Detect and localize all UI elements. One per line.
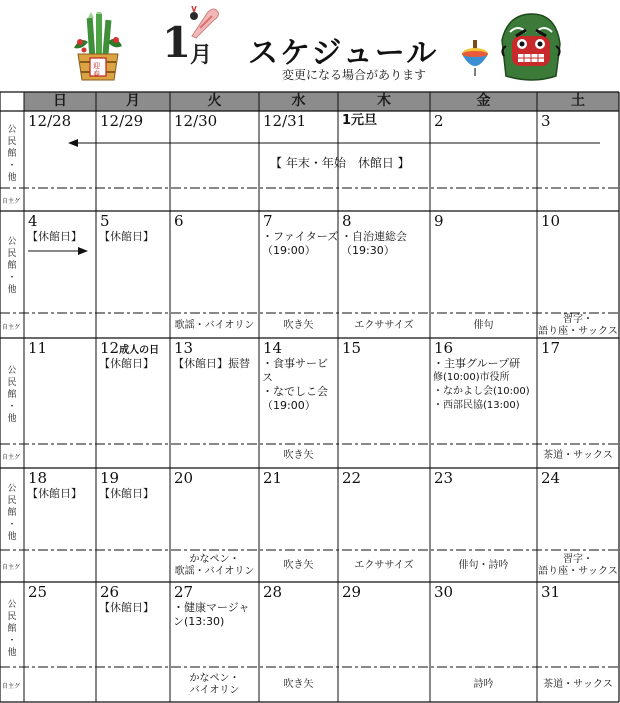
- row-label-char: 公: [7, 484, 17, 494]
- row-label-char: 他: [7, 285, 17, 295]
- activity-line: 歌謡・バイオリン: [174, 319, 255, 331]
- weekday-header: 土: [571, 93, 585, 109]
- day-number: 23: [434, 469, 454, 487]
- day-number: 2: [434, 112, 444, 130]
- event-note: （19:00）: [262, 244, 316, 257]
- month-kanji: 月: [190, 43, 213, 68]
- row-label-char: 公: [7, 366, 17, 376]
- day-number: 28: [263, 583, 283, 601]
- event-note: 修(10:00)市役所: [433, 372, 510, 383]
- day-number: 12/29: [100, 112, 144, 130]
- closed-day-note: 【休館日】: [27, 230, 82, 243]
- row-label-self-groups: 自主グ: [1, 323, 20, 331]
- self-group-activity: [537, 314, 619, 338]
- closed-day-note: 【休館日】振替: [173, 357, 250, 370]
- day-number: 12成人の日: [100, 339, 160, 357]
- day-number: 15: [342, 339, 362, 357]
- weekday-header: 木: [377, 93, 391, 109]
- day-number: 5: [100, 212, 110, 230]
- day-number: 3: [541, 112, 551, 130]
- row-label-char: 民: [7, 136, 17, 147]
- row-label-community-hall: [1, 236, 23, 296]
- row-label-self-groups: 自主グ: [1, 454, 20, 461]
- activity-line: 茶道・サックス: [543, 678, 613, 690]
- row-label-char: 民: [7, 496, 17, 506]
- day-number: 27: [174, 583, 194, 601]
- day-number: 19: [100, 469, 120, 487]
- activity-line: バイオリン: [189, 684, 240, 696]
- row-label-self-groups: 自主グ: [1, 682, 20, 690]
- event-note: ・ファイターズ: [262, 230, 339, 243]
- day-number: 11: [28, 339, 48, 357]
- self-group-activity: [259, 679, 338, 691]
- day-number: 7: [263, 212, 273, 230]
- row-label-char: 民: [7, 249, 17, 259]
- day-number: 10: [541, 212, 561, 230]
- event-note: ・自治連総会: [341, 230, 407, 243]
- row-label-char: 他: [7, 647, 17, 658]
- activity-line: 俳句・詩吟: [458, 560, 509, 571]
- self-group-activity: [430, 320, 537, 332]
- row-label-community-hall: [1, 483, 23, 543]
- row-label-char: 他: [7, 532, 17, 542]
- row-label-char: 他: [7, 172, 17, 183]
- day-number: 9: [434, 212, 444, 230]
- activity-line: エクササイズ: [354, 560, 414, 571]
- event-note: ・主事グループ研: [433, 357, 521, 370]
- self-group-activity: [259, 320, 338, 332]
- day-number: 6: [174, 212, 184, 230]
- self-group-activity: [430, 560, 537, 572]
- closure-arrow-head: [68, 139, 78, 147]
- row-label-self-groups: 自主グ: [1, 197, 20, 205]
- closed-day-note: 【休館日】: [99, 601, 154, 614]
- page-header: [0, 0, 620, 90]
- day-number: 21: [263, 469, 283, 487]
- day-number: 26: [100, 583, 120, 601]
- row-label-char: ・: [7, 402, 17, 412]
- self-group-activity: [259, 560, 338, 572]
- activity-line: 吹き矢: [283, 678, 314, 690]
- row-label-char: 公: [7, 124, 17, 135]
- row-label-community-hall: [1, 599, 23, 659]
- spinning-top-icon: [460, 38, 490, 78]
- self-group-activity: [537, 554, 619, 578]
- activity-line: 語り座・サックス: [538, 325, 618, 337]
- kadomatsu-label: 迎春: [93, 62, 100, 78]
- weekday-header: 火: [207, 93, 222, 109]
- row-label-char: ・: [7, 273, 17, 283]
- holiday-name: 成人の日: [119, 345, 160, 356]
- activity-line: 吹き矢: [283, 319, 314, 331]
- self-group-activity: [338, 320, 430, 332]
- calendar-grid: [0, 91, 620, 703]
- hagoita-icon: [186, 6, 222, 40]
- day-number: 8: [342, 212, 352, 230]
- activity-line: かなペン・: [189, 672, 240, 684]
- activity-line: 習字・: [563, 554, 593, 565]
- activity-line: かなペン・: [189, 554, 240, 565]
- day-number: 4: [28, 212, 38, 230]
- day-number: 31: [541, 583, 561, 601]
- activity-line: 詩吟: [473, 678, 494, 690]
- day-number: 13: [174, 339, 194, 357]
- row-label-char: 館: [7, 148, 17, 159]
- page-title: スケジュール: [248, 36, 439, 71]
- day-number: 1元旦: [342, 113, 378, 128]
- self-group-activity: [430, 679, 537, 691]
- day-number: 30: [434, 583, 454, 601]
- event-note: ・なでしこ会: [262, 385, 328, 398]
- event-note: ・なかよし会(10:00): [433, 386, 530, 397]
- day-number: 12/30: [174, 112, 218, 130]
- row-label-community-hall: [1, 124, 23, 184]
- weekday-header: 日: [53, 93, 67, 109]
- year-end-closure-banner: 【 年末・年始 休館日 】: [270, 156, 410, 170]
- closed-day-note: 【休館日】: [99, 357, 154, 370]
- month-number: 1: [162, 18, 192, 67]
- row-label-self-groups: 自主グ: [1, 564, 20, 571]
- day-number: 16: [434, 339, 454, 357]
- self-group-activity: [537, 679, 619, 691]
- self-group-activity: [259, 450, 338, 462]
- event-note: （19:30）: [341, 244, 395, 257]
- day-number: 22: [342, 469, 362, 487]
- closed-day-note: 【休館日】: [27, 487, 82, 500]
- self-group-activity: [170, 673, 259, 697]
- self-group-activity: [338, 560, 430, 572]
- lion-dance-illustration: [498, 10, 564, 84]
- weekday-header: 金: [476, 93, 491, 109]
- activity-line: 歌謡・バイオリン: [174, 566, 255, 577]
- day-number: 17: [541, 339, 561, 357]
- event-note: ・西部民協(13:00): [433, 400, 520, 411]
- event-note: ・健康マージャ: [173, 601, 250, 614]
- activity-line: 語り座・サックス: [538, 566, 618, 577]
- event-note: ・食事サービ: [262, 357, 328, 370]
- row-label-char: 他: [7, 414, 17, 424]
- row-label-char: ・: [7, 160, 17, 171]
- activity-line: 習字・: [563, 313, 593, 325]
- row-label-char: 館: [7, 261, 17, 271]
- self-group-activity: [170, 554, 259, 578]
- event-note: ン(13:30): [173, 615, 225, 628]
- activity-line: 俳句: [473, 319, 494, 331]
- closure-arrow-head: [78, 247, 88, 255]
- event-note: ス: [262, 371, 273, 384]
- closed-day-note: 【休館日】: [99, 487, 154, 500]
- activity-line: 茶道・サックス: [543, 450, 613, 461]
- day-number: 20: [174, 469, 194, 487]
- row-label-char: 民: [7, 378, 17, 388]
- activity-line: 吹き矢: [283, 560, 314, 571]
- day-number: 29: [342, 583, 362, 601]
- row-label-char: 公: [7, 599, 17, 610]
- day-number: 12/31: [263, 112, 307, 130]
- activity-line: 吹き矢: [283, 450, 314, 461]
- day-number: 18: [28, 469, 48, 487]
- row-label-char: 民: [7, 611, 17, 622]
- day-number: 14: [263, 339, 283, 357]
- row-label-char: ・: [7, 635, 17, 646]
- weekday-header: 水: [291, 93, 306, 109]
- row-label-char: ・: [7, 520, 17, 530]
- self-group-activity: [170, 320, 259, 332]
- row-label-char: 公: [7, 237, 17, 247]
- row-label-char: 館: [7, 623, 17, 634]
- day-number: 24: [541, 469, 561, 487]
- page-subtitle: 変更になる場合があります: [282, 68, 427, 82]
- self-group-activity: [537, 450, 619, 462]
- row-label-community-hall: [1, 365, 23, 425]
- row-label-char: 館: [7, 390, 17, 400]
- day-number: 12/28: [28, 112, 72, 130]
- day-number: 25: [28, 583, 48, 601]
- closed-day-note: 【休館日】: [99, 230, 154, 243]
- weekday-header: 月: [126, 93, 140, 109]
- event-note: （19:00）: [262, 399, 316, 412]
- row-label-char: 館: [7, 508, 17, 518]
- activity-line: エクササイズ: [354, 319, 414, 331]
